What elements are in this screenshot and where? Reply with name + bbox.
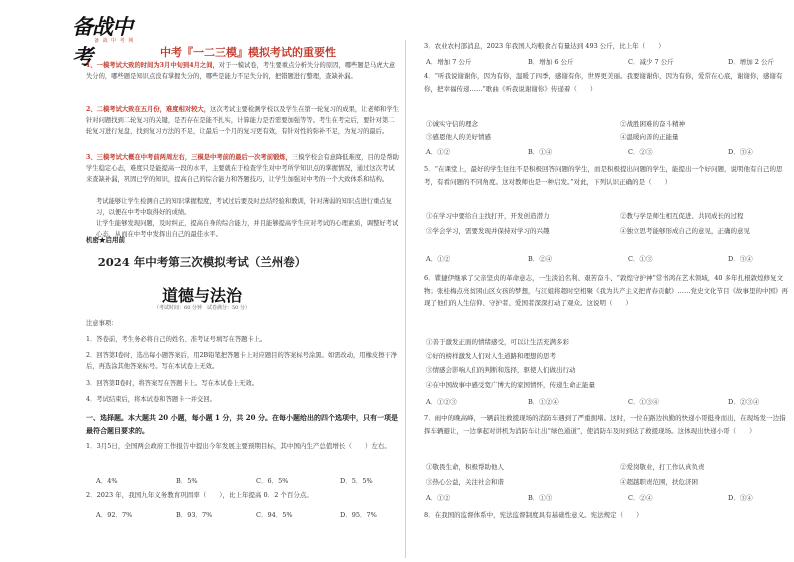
note-4: 4．考试结束后，将本试卷和答题卡一并交回。	[86, 396, 216, 403]
intro-paragraph-5: 让学生能够发现问题，及时纠正，提高自身的综合能力，并且能够提高学生应对考试的心理素质，调整好考试心态，从而在中考中发挥出自己的最佳水平。	[96, 220, 399, 238]
question-6-item-2: ②好的榜样激发人们对人生道路和理想的思考	[426, 352, 556, 360]
question-2-option-d: D．95．7%	[340, 511, 377, 519]
question-7-option-c: C．②④	[628, 494, 653, 502]
question-4-stem: 4．“听我说谢谢你，因为有你，温暖了四季，感谢有你，世界更美丽。我要谢谢你，因为有你，爱常在心底，谢谢你，感谢有你，把幸福传递……”歌曲《听我说谢谢你》传递着（ ）	[424, 72, 783, 93]
question-7-item-1: ①敬畏生命，积极帮助他人	[426, 463, 504, 471]
question-5-option-d: D．③④	[728, 255, 753, 263]
question-7-item-4: ④超越职责范围，扶危济困	[620, 478, 698, 486]
secret-mark: 机密★启用前	[86, 236, 125, 244]
question-1-stem: 1．3月5日，全国两会政府工作报告中提出今年发展主要预期目标，其中国内生产总值增长（ ）左右。	[86, 442, 391, 450]
question-1-option-d: D．5．5%	[340, 477, 373, 485]
question-5-item-4: ④独立思考能够形成自己的意见，正确的意见	[620, 227, 750, 235]
intro-paragraph-2: 2、二模考试大致在五月份，难度相对较大，这次考试主要检测学校以及学生在第一轮复习的成果，让老师和学生针对问题找到二轮复习的关键，是否存在是能不扎实，计算能力是否需要加强等等。考生在考完后，要针对第二轮复习进行复盘，找到复习方法的不足，让最后一个月的复习更有效，有针对性的弥补不足，为复习的最后。	[86, 106, 399, 135]
question-6-option-a: A．①②③	[426, 398, 457, 406]
question-6-option-d: D．②③④	[728, 398, 760, 406]
notes-heading: 注意事项：	[86, 320, 118, 327]
column-divider	[405, 40, 406, 558]
question-5-option-c: C．①③	[628, 255, 653, 263]
question-7-stem: 7．雨中的晚高峰，一辆前往救援现场的消防车遇到了严重拥堵。这时，一位在路边执勤的快递小哥挺身而出，在现场发一边指挥车辆避让，一边拿起对讲机为消防车让出“绿色通道”，使消防车及时到达了救援现场。这体现出快递小哥（ ）	[424, 414, 786, 435]
question-8-stem: 8．在我国的监督体系中，宪法监督制度具有基础性意义。宪法规定（ ）	[424, 511, 643, 519]
question-3-option-a: A．增加 7 公斤	[426, 58, 472, 66]
question-5-option-a: A．①②	[426, 255, 451, 263]
banner-title: 中考『一二三模』模拟考试的重要性	[160, 46, 336, 59]
logo-tagline: 备 战 中 考 网	[94, 38, 135, 44]
question-5-option-b: B．②④	[528, 255, 553, 263]
question-5-item-2: ②教与学是师生相互促进、共同成长的过程	[620, 212, 744, 220]
note-1: 1．答卷前，考生务必将自己的姓名、准考证号填写在答题卡上。	[86, 336, 267, 343]
question-3-option-b: B．增加 6 公斤	[528, 58, 574, 66]
question-2-option-c: C．94．5%	[256, 511, 293, 519]
question-3-option-c: C．减少 7 公斤	[628, 58, 674, 66]
brand-logo	[72, 11, 144, 69]
question-3-option-d: D．增加 2 公斤	[728, 58, 774, 66]
question-2-stem: 2．2023 年，我国九年义务教育巩固率（ ），比上年提高 0．2 个百分点。	[86, 491, 313, 499]
note-3: 3．回答第Ⅱ卷时，将答案写在答题卡上。写在本试卷上无效。	[86, 380, 259, 387]
subject-title: 道德与法治	[161, 286, 242, 305]
question-4-item-1: ①诚实守信的理念	[426, 120, 478, 128]
note-2: 2．回答第Ⅰ卷时，选出每小题答案后，用2B铅笔把答题卡上对应题目的答案标号涂黑。如需改动，用橡皮擦干净后，再选涂其他答案标号。写在本试卷上无效。	[86, 352, 398, 370]
exam-meta: （考试时间：60 分钟 试卷满分：50 分）	[154, 305, 250, 311]
question-7-option-b: B．①③	[528, 494, 553, 502]
question-4-option-a: A．①②	[426, 148, 451, 156]
question-5-item-1: ①在学习中要给自主找打开，开发创造潜力	[426, 212, 550, 220]
logo-text: 备战中考	[72, 15, 132, 69]
question-6-item-1: ①善于激发正面的情绪感受，可以让生活充满多彩	[426, 338, 569, 346]
question-7-option-a: A．①②	[426, 494, 451, 502]
question-3-stem: 3．农业农村部消息，2023 年我国人均粮食占有量达到 493 公斤，比上年（ ）	[424, 42, 665, 50]
question-4-option-c: C．②③	[628, 148, 653, 156]
question-1-option-b: B．5%	[176, 477, 198, 485]
question-4-item-4: ④温暖向善的正能量	[620, 133, 679, 141]
intro-paragraph-4: 考试能够让学生检测自己的知识掌握程度，考试过后要及时总结经验和教训，针对薄弱的知识点进行重点复习，以便在中考中取得好的成绩。	[96, 198, 392, 216]
question-6-stem: 6．瞿捷伊继承了父亲坚贞的革命意志，一生淡泊名利、艰苦奋斗、“敦煌守护神”常书鸿在艺术领域，40 多年扎根敦煌修复文物；张桂梅点亮贫困山区女孩的梦想，与江姐将超时空相聚《我为共产主义把青春贡献》……党史文化节目《故事里的中国》再现了他们的人生信仰、守护者、爱国者深深打动了观众。这说明（ ）	[424, 274, 788, 307]
question-4-option-b: B．①④	[528, 148, 553, 156]
question-6-item-3: ③情感会影响人们的判断和选择，驱使人们做出行动	[426, 366, 576, 374]
question-1-option-a: A．4%	[96, 477, 118, 485]
question-6-item-4: ④在中国故事中感受宽广博大的家国情怀，传递生命正能量	[426, 381, 595, 389]
question-4-option-d: D．③④	[728, 148, 753, 156]
question-4-item-3: ③感恩他人的美好情感	[426, 133, 491, 141]
exam-title: 2024 年中考第三次模拟考试（兰州卷）	[97, 255, 307, 269]
intro-paragraph-3: 3、三模考试大概在中考前两周左右，三模是中考前的最后一次考前锻炼，三模学校会有意降低难度，目的是帮助学生稳定心态，难度只是能提高一段的水平，主要就在于检查学生对中考所学知识点的掌握情况，通过这次考试来查缺补漏，巩固已学的知识，提高自己的综合能力和答题技巧，让学生加强对中考的一个大致体系和结构。	[86, 154, 399, 183]
question-5-item-3: ③学会学习，需要发现并保持对学习的兴趣	[426, 227, 550, 235]
question-1-option-c: C．6．5%	[256, 477, 289, 485]
question-7-option-d: D．③④	[728, 494, 753, 502]
question-2-option-b: B．93．7%	[176, 511, 213, 519]
question-6-option-c: C．①③④	[628, 398, 659, 406]
question-7-item-2: ②爱岗敬业，打工作认真负责	[620, 463, 705, 471]
question-7-item-3: ③热心公益，关注社会和谐	[426, 478, 504, 486]
section-heading: 一、选择题。本大题共 20 小题，每小题 1 分，共 20 分。在每小题给出的四个选项中，只有一项是最符合题目要求的。	[86, 413, 398, 435]
question-5-stem: 5．“在课堂上，最好的学生往往不是积极回答问题的学生，而是积极提出问题的学生，能提出一个好问题，说明他有自己的思考，有看问题的不同角度。这对教师也是一种启发。”对此，下列认识正确的是（ ）	[424, 165, 783, 186]
intro-paragraph-1: 1、一模考试大致的时间为3月中旬到4月之间，对于一模试卷，考生要重点分析失分的原因，哪些题是马虎大意失分的，哪些题是知识点没有掌握失分的，哪些是能力不足失分的，把错题进行整理，查缺补漏。	[86, 62, 396, 80]
question-4-item-2: ②战胜困难的奋斗精神	[620, 120, 685, 128]
question-2-option-a: A．92．7%	[96, 511, 133, 519]
question-6-option-b: B．①②④	[528, 398, 559, 406]
